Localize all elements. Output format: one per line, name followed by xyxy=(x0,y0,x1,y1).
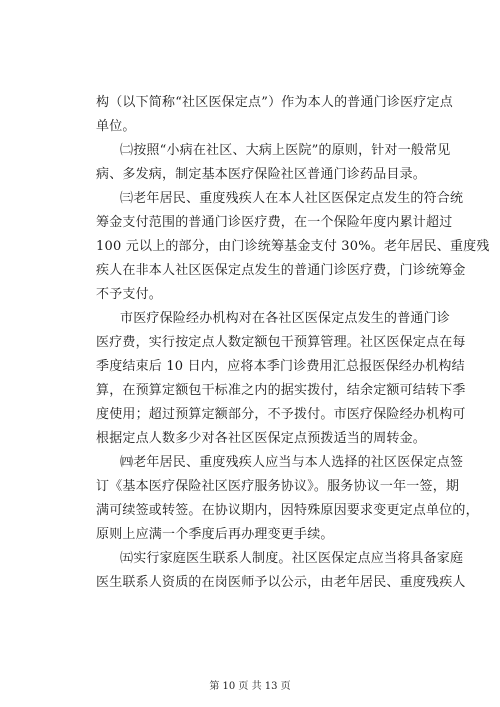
text-line: 算，在预算定额包干标准之内的据实拨付，结余定额可结转下季 xyxy=(96,383,466,398)
paragraph-first-line: ㈤实行家庭医生联系人制度。社区医保定点应当将具备家庭 xyxy=(120,551,464,566)
paragraph-first-line: ㈣老年居民、重度残疾人应当与本人选择的社区医保定点签 xyxy=(120,455,464,470)
page-footer: 第 10 页 共 13 页 xyxy=(209,681,291,692)
document-body xyxy=(96,91,490,595)
text-line: 度使用；超过预算定额部分，不予拨付。市医疗保险经办机构可 xyxy=(96,407,466,422)
text-line: 100 元以上的部分，由门诊统筹基金支付 30%。老年居民、重度残 xyxy=(96,239,490,254)
text-line: 医生联系人资质的在岗医师予以公示，由老年居民、重度残疾人 xyxy=(96,575,466,590)
paragraph-first-line: ㈡按照“小病在社区、大病上医院”的原则，针对一般常见 xyxy=(120,143,451,158)
text-line: 单位。 xyxy=(96,119,136,134)
text-line: 医疗费，实行按定点人数定额包干预算管理。社区医保定点在每 xyxy=(96,335,466,350)
paragraph-first-line: 市医疗保险经办机构对在各社区医保定点发生的普通门诊 xyxy=(120,311,451,326)
text-line: 季度结束后 10 日内，应将本季门诊费用汇总报医保经办机构结 xyxy=(96,359,465,374)
paragraph-first-line: ㈢老年居民、重度残疾人在本人社区医保定点发生的符合统 xyxy=(120,191,464,206)
text-line: 满可续签或转签。在协议期内，因特殊原因要求变更定点单位的， xyxy=(96,503,479,518)
text-line: 构（以下简称“社区医保定点”）作为本人的普通门诊医疗定点 xyxy=(96,95,453,110)
text-line: 根据定点人数多少对各社区医保定点预拨适当的周转金。 xyxy=(96,431,427,446)
text-line: 病、多发病，制定基本医疗保险社区普通门诊药品目录。 xyxy=(96,167,427,182)
text-line: 订《基本医疗保险社区医疗服务协议》。服务协议一年一签，期 xyxy=(96,479,460,494)
text-line: 不予支付。 xyxy=(96,287,163,302)
text-line: 原则上应满一个季度后再办理变更手续。 xyxy=(96,527,334,542)
text-line: 筹金支付范围的普通门诊医疗费，在一个保险年度内累计超过 xyxy=(96,215,453,230)
text-line: 疾人在非本人社区医保定点发生的普通门诊医疗费，门诊统筹金 xyxy=(96,263,466,278)
